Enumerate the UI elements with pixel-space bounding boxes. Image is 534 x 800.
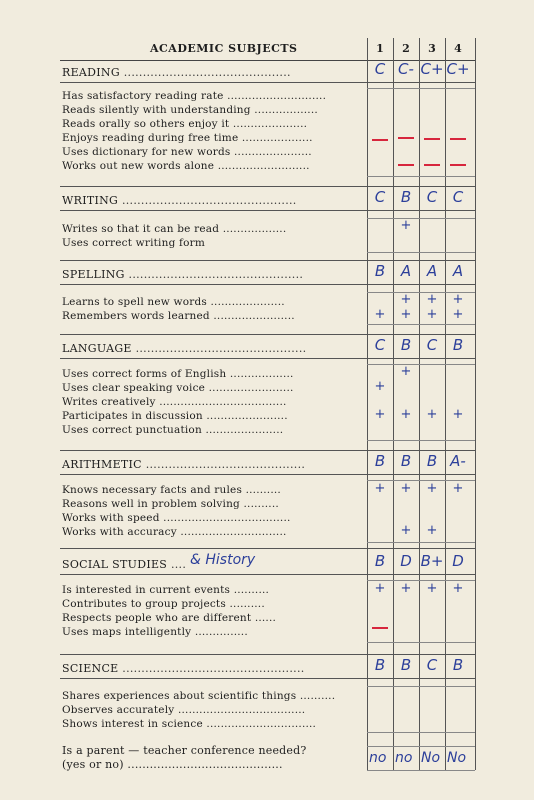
item: Works with accuracy .............................. bbox=[62, 526, 287, 538]
plus-mark: + bbox=[426, 481, 438, 496]
red-mark bbox=[372, 139, 388, 141]
plus-mark: + bbox=[374, 379, 386, 394]
divider bbox=[60, 548, 475, 549]
row-line bbox=[367, 542, 475, 543]
item: Contributes to group projects .......... bbox=[62, 598, 265, 610]
row-line bbox=[367, 642, 475, 643]
grade-spelling-1: B bbox=[374, 262, 386, 280]
column-header-2: 2 bbox=[402, 42, 410, 55]
item: Reads silently with understanding .................. bbox=[62, 104, 318, 116]
grade-social-3: B+ bbox=[420, 552, 444, 570]
divider bbox=[60, 82, 475, 83]
divider bbox=[60, 574, 475, 575]
grade-social-1: B bbox=[374, 552, 386, 570]
divider bbox=[60, 284, 475, 285]
grid-line bbox=[475, 38, 476, 770]
header-row bbox=[60, 38, 475, 61]
plus-mark: + bbox=[400, 218, 412, 233]
grade-science-3: C bbox=[426, 656, 438, 674]
plus-mark: + bbox=[452, 292, 464, 307]
grade-writing-4: C bbox=[452, 188, 464, 206]
plus-mark: + bbox=[426, 407, 438, 422]
item: Remembers words learned ....................... bbox=[62, 310, 295, 322]
divider bbox=[60, 358, 475, 359]
grade-arithmetic-3: B bbox=[426, 452, 438, 470]
grade-arithmetic-2: B bbox=[400, 452, 412, 470]
item: Observes accurately .................................... bbox=[62, 704, 306, 716]
section-science: SCIENCE ................................................ bbox=[62, 662, 305, 675]
red-mark bbox=[398, 164, 414, 166]
item: Reads orally so others enjoy it ..................... bbox=[62, 118, 308, 130]
item: Participates in discussion ....................... bbox=[62, 410, 288, 422]
divider bbox=[60, 654, 475, 655]
section-social-studies: SOCIAL STUDIES .... bbox=[62, 558, 187, 571]
plus-mark: + bbox=[452, 407, 464, 422]
grade-writing-2: B bbox=[400, 188, 412, 206]
row-line bbox=[367, 218, 475, 219]
divider bbox=[60, 450, 475, 451]
row-line bbox=[367, 440, 475, 441]
grade-spelling-4: A bbox=[452, 262, 464, 280]
grade-spelling-3: A bbox=[426, 262, 438, 280]
grade-reading-1: C bbox=[374, 60, 386, 78]
plus-mark: + bbox=[400, 407, 412, 422]
grade-science-2: B bbox=[400, 656, 412, 674]
item: Works with speed .................................... bbox=[62, 512, 291, 524]
handwritten-note: & History bbox=[190, 552, 256, 568]
conference-answer-3: No bbox=[421, 750, 441, 766]
section-arithmetic: ARITHMETIC .......................................... bbox=[62, 458, 306, 471]
item: Uses dictionary for new words ...................... bbox=[62, 146, 312, 158]
grade-arithmetic-1: B bbox=[374, 452, 386, 470]
item: Reasons well in problem solving .......... bbox=[62, 498, 279, 510]
plus-mark: + bbox=[452, 307, 464, 322]
red-mark bbox=[424, 138, 440, 140]
plus-mark: + bbox=[426, 292, 438, 307]
grade-writing-3: C bbox=[426, 188, 438, 206]
item: Knows necessary facts and rules .......... bbox=[62, 484, 281, 496]
item: Shows interest in science ............................... bbox=[62, 718, 317, 730]
plus-mark: + bbox=[426, 523, 438, 538]
divider bbox=[60, 334, 475, 335]
item: Respects people who are different ...... bbox=[62, 612, 277, 624]
grade-science-4: B bbox=[452, 656, 464, 674]
grade-reading-3: C+ bbox=[420, 60, 444, 78]
column-header-1: 1 bbox=[376, 42, 384, 55]
divider bbox=[60, 678, 475, 679]
grade-arithmetic-4: A- bbox=[450, 452, 466, 470]
item: Uses correct writing form bbox=[62, 237, 206, 249]
row-line bbox=[367, 88, 475, 89]
conference-answer-4: No bbox=[447, 750, 467, 766]
row-line bbox=[367, 732, 475, 733]
plus-mark: + bbox=[452, 581, 464, 596]
section-label: READING bbox=[62, 66, 120, 79]
item: Uses maps intelligently ............... bbox=[62, 626, 248, 638]
grade-reading-4: C+ bbox=[446, 60, 470, 78]
section-spelling: SPELLING .............................................. bbox=[62, 268, 304, 281]
item: Enjoys reading during free time .................... bbox=[62, 132, 313, 144]
item: Has satisfactory reading rate ............................ bbox=[62, 90, 327, 102]
item: Uses clear speaking voice ........................ bbox=[62, 382, 294, 394]
plus-mark: + bbox=[374, 407, 386, 422]
column-header-4: 4 bbox=[454, 42, 462, 55]
red-mark bbox=[450, 138, 466, 140]
item: Learns to spell new words ..................... bbox=[62, 296, 285, 308]
red-mark bbox=[450, 164, 466, 166]
row-line bbox=[367, 686, 475, 687]
row-line bbox=[367, 770, 475, 771]
item: Uses correct forms of English .................. bbox=[62, 368, 294, 380]
plus-mark: + bbox=[400, 307, 412, 322]
conference-answer-1: no bbox=[369, 750, 387, 766]
grade-language-2: B bbox=[400, 336, 412, 354]
divider bbox=[60, 260, 475, 261]
row-line bbox=[367, 252, 475, 253]
row-line bbox=[367, 324, 475, 325]
row-line bbox=[367, 176, 475, 177]
item: Writes so that it can be read .................. bbox=[62, 223, 287, 235]
grade-social-4: D bbox=[452, 552, 464, 570]
plus-mark: + bbox=[400, 481, 412, 496]
plus-mark: + bbox=[374, 481, 386, 496]
plus-mark: + bbox=[426, 307, 438, 322]
grade-spelling-2: A bbox=[400, 262, 412, 280]
plus-mark: + bbox=[374, 581, 386, 596]
item: Is interested in current events .......... bbox=[62, 584, 270, 596]
grade-language-4: B bbox=[452, 336, 464, 354]
row-line bbox=[367, 364, 475, 365]
conference-question: Is a parent — teacher conference needed? bbox=[62, 744, 307, 757]
divider bbox=[60, 186, 475, 187]
divider bbox=[60, 474, 475, 475]
item: Shares experiences about scientific things .......... bbox=[62, 690, 336, 702]
conference-answer-2: no bbox=[395, 750, 413, 766]
item: Uses correct punctuation ...................... bbox=[62, 424, 284, 436]
item: Works out new words alone .......................... bbox=[62, 160, 310, 172]
plus-mark: + bbox=[400, 292, 412, 307]
column-header-3: 3 bbox=[428, 42, 436, 55]
red-mark bbox=[398, 137, 414, 139]
grade-science-1: B bbox=[374, 656, 386, 674]
grade-language-1: C bbox=[374, 336, 386, 354]
plus-mark: + bbox=[452, 481, 464, 496]
conference-hint: (yes or no) .......................................... bbox=[62, 758, 283, 771]
row-line bbox=[367, 746, 475, 747]
grade-writing-1: C bbox=[374, 188, 386, 206]
grade-social-2: D bbox=[400, 552, 412, 570]
item: Writes creatively .................................... bbox=[62, 396, 287, 408]
red-mark bbox=[372, 627, 388, 629]
plus-mark: + bbox=[400, 581, 412, 596]
section-language: LANGUAGE ............................................. bbox=[62, 342, 307, 355]
divider bbox=[60, 210, 475, 211]
plus-mark: + bbox=[426, 581, 438, 596]
plus-mark: + bbox=[400, 523, 412, 538]
grade-language-3: C bbox=[426, 336, 438, 354]
section-writing: WRITING .............................................. bbox=[62, 194, 297, 207]
plus-mark: + bbox=[400, 364, 412, 379]
section-reading: READING ............................................ bbox=[62, 66, 291, 79]
page-title: ACADEMIC SUBJECTS bbox=[150, 42, 298, 55]
grade-reading-2: C- bbox=[398, 60, 414, 78]
plus-mark: + bbox=[374, 307, 386, 322]
red-mark bbox=[424, 164, 440, 166]
